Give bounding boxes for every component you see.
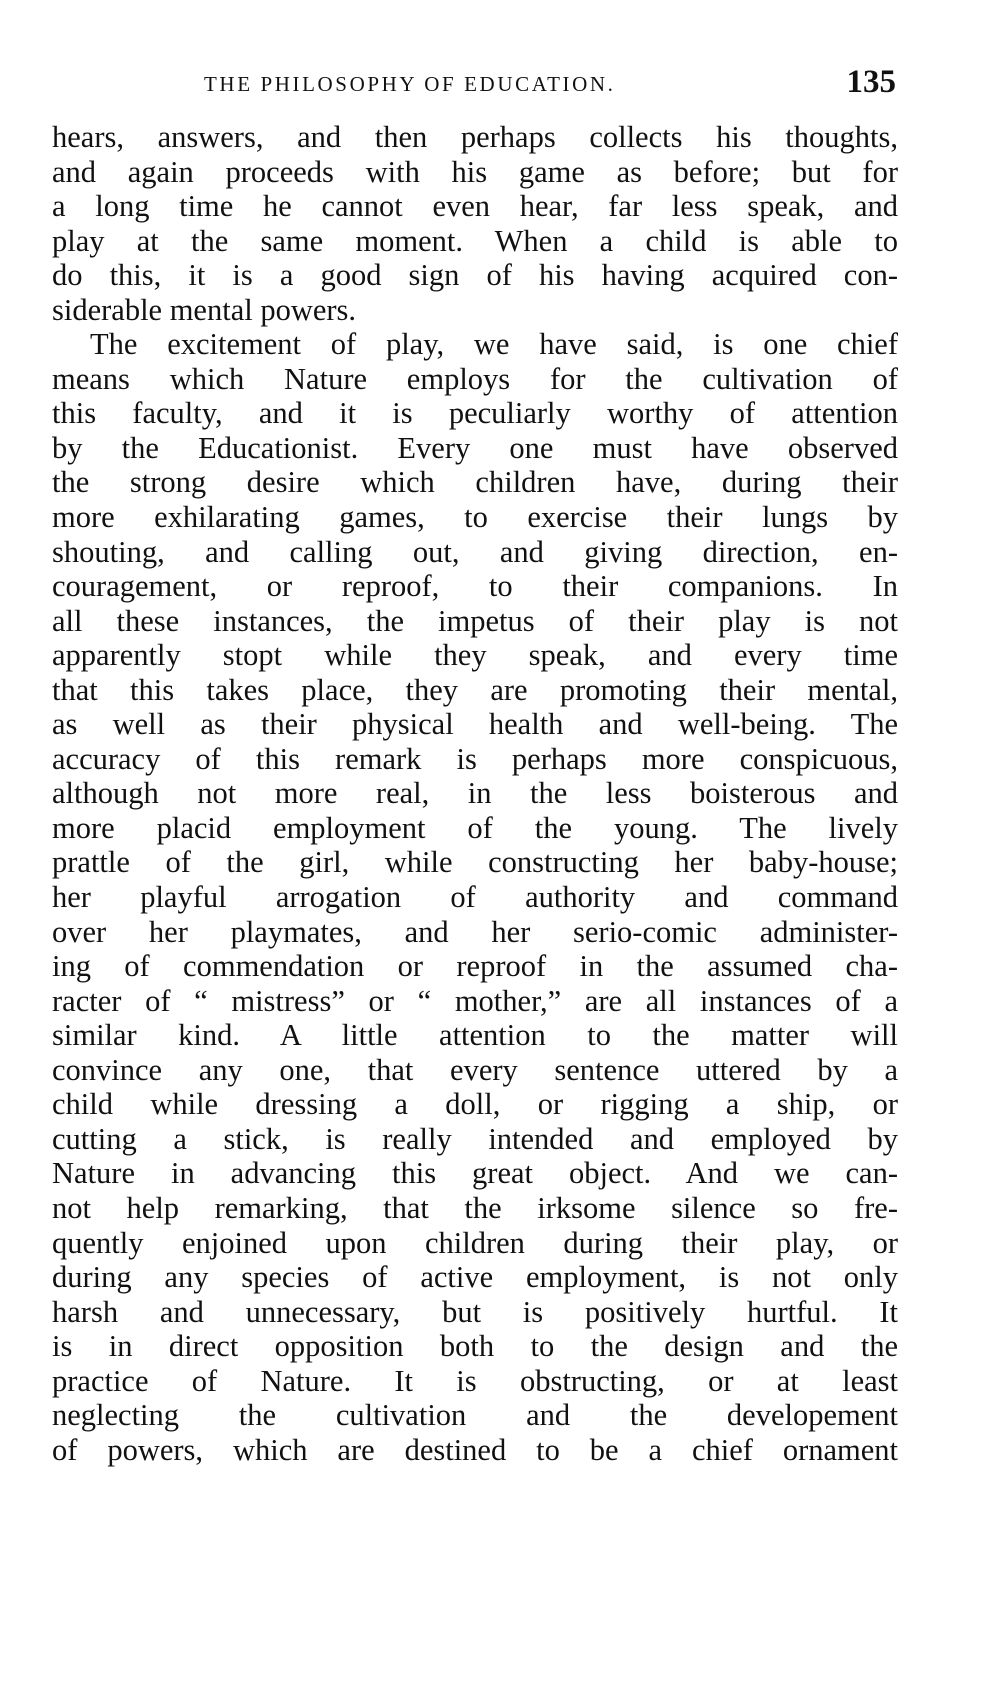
text-line: and again proceeds with his game as before; but for [52,154,898,189]
text-line: racter of “ mistress” or “ mother,” are all instances of a [52,983,898,1018]
text-line: child while dressing a doll, or rigging a ship, or [52,1087,898,1122]
text-line: a long time he cannot even hear, far less speak, and [52,189,898,224]
text-line: apparently stopt while they speak, and every time [52,638,898,673]
text-line: of powers, which are destined to be a chief ornament [52,1432,898,1467]
running-title: THE PHILOSOPHY OF EDUCATION. [204,72,616,96]
text-line: this faculty, and it is peculiarly worthy of attention [52,396,898,431]
text-line: play at the same moment. When a child is able to [52,223,898,258]
text-line: that this takes place, they are promoting their mental, [52,672,898,707]
text-line: although not more real, in the less boisterous and [52,776,898,811]
text-line: hears, answers, and then perhaps collects his thoughts, [52,120,898,154]
text-line: quently enjoined upon children during their play, or [52,1225,898,1260]
text-line: couragement, or reproof, to their companions. In [52,569,898,604]
text-line: means which Nature employs for the cultivation of [52,361,898,396]
text-line: Nature in advancing this great object. And we can- [52,1156,898,1191]
text-line: prattle of the girl, while constructing her baby-house; [52,845,898,880]
text-line: siderable mental powers. [52,292,357,327]
text-line: neglecting the cultivation and the developement [52,1398,898,1433]
text-line: harsh and unnecessary, but is positively hurtful. It [52,1294,898,1329]
text-line: do this, it is a good sign of his having acquired con- [52,258,898,293]
text-line: as well as their physical health and well-being. The [52,707,898,742]
text-line: the strong desire which children have, during their [52,465,898,500]
text-line: during any species of active employment, is not only [52,1260,898,1295]
text-line: ing of commendation or reproof in the assumed cha- [52,949,898,984]
text-line: shouting, and calling out, and giving direction, en- [52,534,898,569]
text-line: over her playmates, and her serio-comic administer- [52,914,898,949]
text-line: her playful arrogation of authority and command [52,880,898,915]
page-number: 135 [846,64,896,100]
text-line: all these instances, the impetus of their play is not [52,603,898,638]
body-text [52,120,898,1467]
text-line: practice of Nature. It is obstructing, or at least [52,1363,898,1398]
text-line: by the Educationist. Every one must have observed [52,430,898,465]
text-line: more exhilarating games, to exercise their lungs by [52,500,898,535]
text-line: similar kind. A little attention to the matter will [52,1018,898,1053]
text-line: accuracy of this remark is perhaps more conspicuous, [52,741,898,776]
text-line: cutting a stick, is really intended and employed by [52,1121,898,1156]
text-line: The excitement of play, we have said, is one chief [90,327,898,362]
running-head [52,64,898,104]
text-line: is in direct opposition both to the design and the [52,1329,898,1364]
text-line: not help remarking, that the irksome silence so fre- [52,1190,898,1225]
text-line: more placid employment of the young. The lively [52,810,898,845]
text-line: convince any one, that every sentence uttered by a [52,1052,898,1087]
